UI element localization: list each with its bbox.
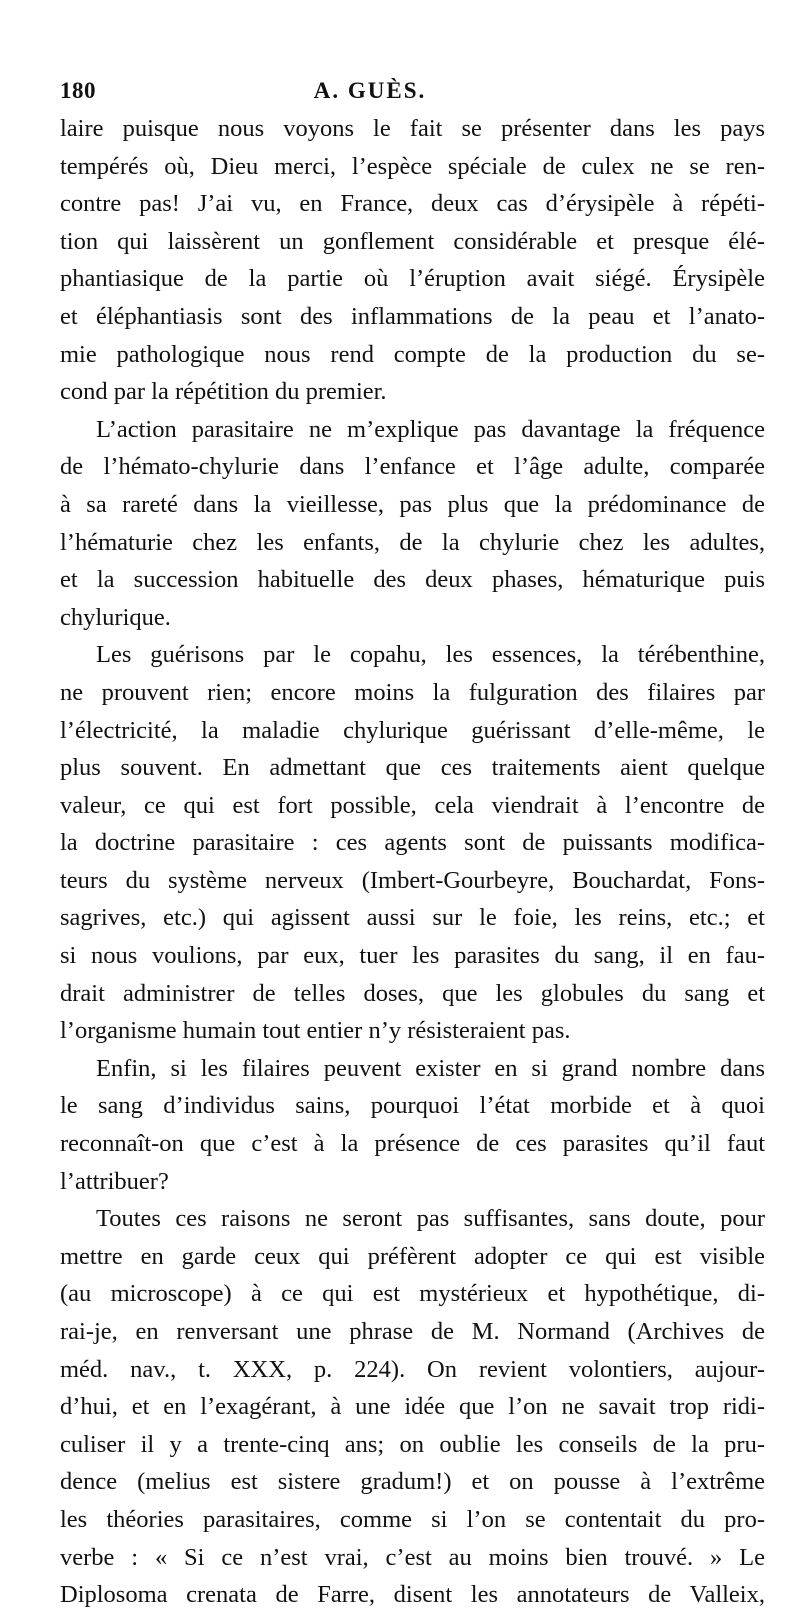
text-line: dence (melius est sistere gradum!) et on pousse à l’extrême	[60, 1468, 765, 1496]
text-line: d’hui, et en l’exagérant, à une idée que l’on ne savait trop ridi-	[60, 1393, 765, 1421]
page-header	[60, 78, 760, 108]
text-line: chylurique.	[60, 603, 171, 631]
text-line: rai-je, en renversant une phrase de M. Normand (Archives de	[60, 1318, 765, 1345]
text-line: tion qui laissèrent un gonflement considérable et presque élé-	[60, 227, 765, 255]
text-line: de l’hémato-chylurie dans l’enfance et l’âge adulte, comparée	[60, 453, 765, 481]
paragraph	[60, 1200, 765, 1614]
text-line: teurs du système nerveux (Imbert-Gourbeyre, Bouchardat, Fons-	[60, 866, 765, 894]
text-line: les théories parasitaires, comme si l’on se contentait du pro-	[60, 1505, 765, 1533]
text-line: culiser il y a trente-cinq ans; on oublie les conseils de la pru-	[60, 1430, 765, 1458]
text-line: Diplosoma crenata de Farre, disent les annotateurs de Valleix,	[60, 1581, 765, 1609]
paragraph	[60, 636, 765, 1050]
text-line: cond par la répétition du premier.	[60, 378, 387, 406]
text-line: ne prouvent rien; encore moins la fulguration des filaires par	[60, 678, 765, 706]
text-line: drait administrer de telles doses, que les globules du sang et	[60, 979, 765, 1007]
text-line: valeur, ce qui est fort possible, cela viendrait à l’encontre de	[60, 791, 765, 819]
running-head: A. GUÈS.	[313, 78, 427, 103]
text-line: Enfin, si les filaires peuvent exister en si grand nombre dans	[96, 1054, 765, 1082]
text-line: phantiasique de la partie où l’éruption avait siégé. Érysipèle	[60, 265, 765, 293]
text-line: l’électricité, la maladie chylurique guérissant d’elle-même, le	[60, 716, 765, 744]
text-line: verbe : « Si ce n’est vrai, c’est au moins bien trouvé. » Le	[60, 1543, 765, 1571]
text-line: (au microscope) à ce qui est mystérieux et hypothétique, di-	[60, 1280, 765, 1308]
text-line: sagrives, etc.) qui agissent aussi sur le foie, les reins, etc.; et	[60, 904, 765, 932]
text-line: l’attribuer?	[60, 1167, 169, 1195]
text-line: plus souvent. En admettant que ces traitements aient quelque	[60, 754, 765, 782]
text-line: laire puisque nous voyons le fait se présenter dans les pays	[60, 115, 765, 142]
text-line: le sang d’individus sains, pourquoi l’état morbide et à quoi	[60, 1092, 765, 1120]
text-line: l’hématurie chez les enfants, de la chylurie chez les adultes,	[60, 528, 765, 556]
page-number: 180	[60, 78, 96, 103]
text-line: tempérés où, Dieu merci, l’espèce spéciale de culex ne se ren-	[60, 152, 765, 180]
text-line: reconnaît-on que c’est à la présence de ces parasites qu’il faut	[60, 1130, 765, 1158]
text-line: et éléphantiasis sont des inflammations de la peau et l’anato-	[60, 302, 765, 330]
text-line: mie pathologique nous rend compte de la production du se-	[60, 340, 765, 368]
text-line: méd. nav., t. XXX, p. 224). On revient volontiers, aujour-	[60, 1355, 765, 1383]
paragraph	[60, 110, 765, 411]
text-line: Les guérisons par le copahu, les essences, la térébenthine,	[96, 641, 765, 669]
body-text	[60, 110, 765, 1614]
text-line: et la succession habituelle des deux phases, hématurique puis	[60, 566, 765, 594]
text-line: contre pas! J’ai vu, en France, deux cas d’érysipèle à répéti-	[60, 190, 765, 218]
paragraph	[60, 411, 765, 637]
text-line: si nous voulions, par eux, tuer les parasites du sang, il en fau-	[60, 942, 765, 970]
text-line: mettre en garde ceux qui préfèrent adopter ce qui est visible	[60, 1242, 765, 1270]
text-line: Toutes ces raisons ne seront pas suffisantes, sans doute, pour	[96, 1205, 765, 1233]
text-line: la doctrine parasitaire : ces agents sont de puissants modifica-	[60, 829, 765, 857]
text-line: à sa rareté dans la vieillesse, pas plus que la prédominance de	[60, 490, 765, 518]
text-line: L’action parasitaire ne m’explique pas davantage la fréquence	[96, 415, 765, 443]
paragraph	[60, 1050, 765, 1200]
text-line: l’organisme humain tout entier n’y résisteraient pas.	[60, 1017, 571, 1045]
